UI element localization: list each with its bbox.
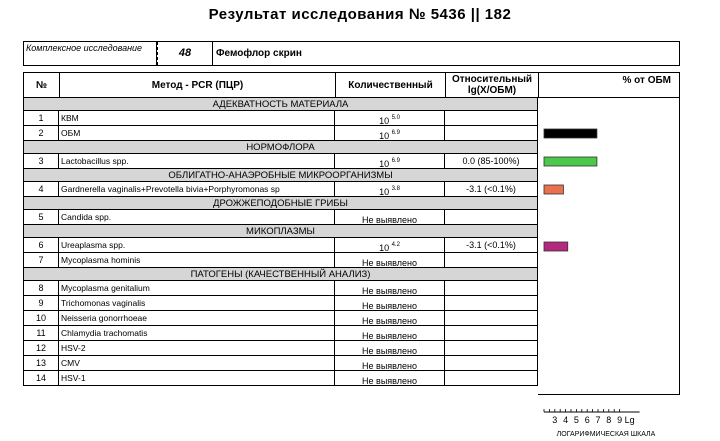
- quantity-exponent: 5.0: [391, 115, 400, 121]
- page-title: Результат исследования № 5436 || 182: [208, 6, 512, 23]
- row-number: 5: [23, 210, 59, 225]
- row-number: 4: [23, 182, 59, 197]
- row-number: 2: [23, 126, 59, 141]
- row-number: 12: [23, 341, 59, 356]
- panel-name: Фемофлор скрин: [216, 48, 302, 59]
- quantity-base: Не выявлено: [362, 331, 417, 341]
- header-relative: Относительный lg(X/ОБМ): [445, 72, 539, 98]
- bar: [544, 185, 563, 194]
- row-method: ОБМ: [59, 126, 335, 141]
- section-header: НОРМОФЛОРА: [23, 141, 538, 154]
- quantity-base: 10: [379, 116, 390, 126]
- quantity-exponent: 6.9: [391, 158, 400, 164]
- row-method: Trichomonas vaginalis: [59, 296, 335, 311]
- row-method: HSV-1: [59, 371, 335, 386]
- row-number: 3: [23, 154, 59, 169]
- row-method: CMV: [59, 356, 335, 371]
- row-method: HSV-2: [59, 341, 335, 356]
- row-number: 7: [23, 253, 59, 268]
- header-percent: % от ОБМ: [538, 72, 680, 98]
- row-number: 8: [23, 281, 59, 296]
- axis-unit-label: Lg: [624, 415, 635, 425]
- row-number: 9: [23, 296, 59, 311]
- quantity-base: 10: [379, 159, 390, 169]
- quantity-base: Не выявлено: [362, 361, 417, 371]
- quantity-base: Не выявлено: [362, 286, 417, 296]
- row-relative: 0.0 (85-100%): [445, 154, 538, 169]
- quantity-exponent: 6.9: [391, 130, 400, 136]
- section-header: ОБЛИГАТНО-АНАЭРОБНЫЕ МИКРООРГАНИЗМЫ: [23, 169, 538, 182]
- row-method: КВМ: [59, 111, 335, 126]
- row-relative: -3.1 (<0.1%): [445, 238, 538, 253]
- row-number: 11: [23, 326, 59, 341]
- row-method: Mycoplasma hominis: [59, 253, 335, 268]
- tick-label: 5: [573, 415, 579, 425]
- quantity-base: Не выявлено: [362, 346, 417, 356]
- quantity-exponent: 4.2: [391, 242, 400, 248]
- section-header: ДРОЖЖЕПОДОБНЫЕ ГРИБЫ: [23, 197, 538, 210]
- section-header: ПАТОГЕНЫ (КАЧЕСТВЕННЫЙ АНАЛИЗ): [23, 268, 538, 281]
- quantity-base: Не выявлено: [362, 215, 417, 225]
- tick-label: 4: [563, 415, 569, 425]
- header-quantitative: Количественный: [335, 72, 446, 98]
- row-relative: -3.1 (<0.1%): [445, 182, 538, 197]
- quantity-base: 10: [379, 131, 390, 141]
- quantity-base: 10: [379, 243, 390, 253]
- row-number: 14: [23, 371, 59, 386]
- header-method: Метод - PCR (ПЦР): [59, 72, 336, 98]
- header-num: №: [23, 72, 60, 98]
- tick-label: 6: [584, 415, 590, 425]
- row-method: Lactobacillus spp.: [59, 154, 335, 169]
- tick-label: 8: [606, 415, 612, 425]
- axis-caption: ЛОГАРИФМИЧЕСКАЯ ШКАЛА: [556, 431, 656, 438]
- quantity-base: Не выявлено: [362, 258, 417, 268]
- row-number: 13: [23, 356, 59, 371]
- quantity-exponent: 3.8: [391, 186, 400, 192]
- tick-label: 7: [595, 415, 601, 425]
- row-method: Chlamydia trachomatis: [59, 326, 335, 341]
- complex-study-label: Комплексное исследование: [24, 42, 157, 65]
- tick-label: 9: [617, 415, 623, 425]
- bar: [544, 242, 568, 251]
- tick-label: 3: [552, 415, 558, 425]
- bar: [544, 129, 597, 138]
- row-method: Candida spp.: [59, 210, 335, 225]
- row-number: 10: [23, 311, 59, 326]
- row-method: Ureaplasma spp.: [59, 238, 335, 253]
- quantity-base: Не выявлено: [362, 316, 417, 326]
- section-header: МИКОПЛАЗМЫ: [23, 225, 538, 238]
- quantity-base: 10: [379, 187, 390, 197]
- row-method: Gardnerella vaginalis+Prevotella bivia+Porphyromonas sp: [59, 182, 335, 197]
- row-method: Mycoplasma genitalium: [59, 281, 335, 296]
- row-method: Neisseria gonorrhoeae: [59, 311, 335, 326]
- row-number: 1: [23, 111, 59, 126]
- bar: [544, 157, 597, 166]
- section-header: АДЕКВАТНОСТЬ МАТЕРИАЛА: [23, 98, 538, 111]
- quantity-base: Не выявлено: [362, 376, 417, 386]
- quantity-base: Не выявлено: [362, 301, 417, 311]
- row-number: 6: [23, 238, 59, 253]
- panel-number: 48: [157, 42, 213, 65]
